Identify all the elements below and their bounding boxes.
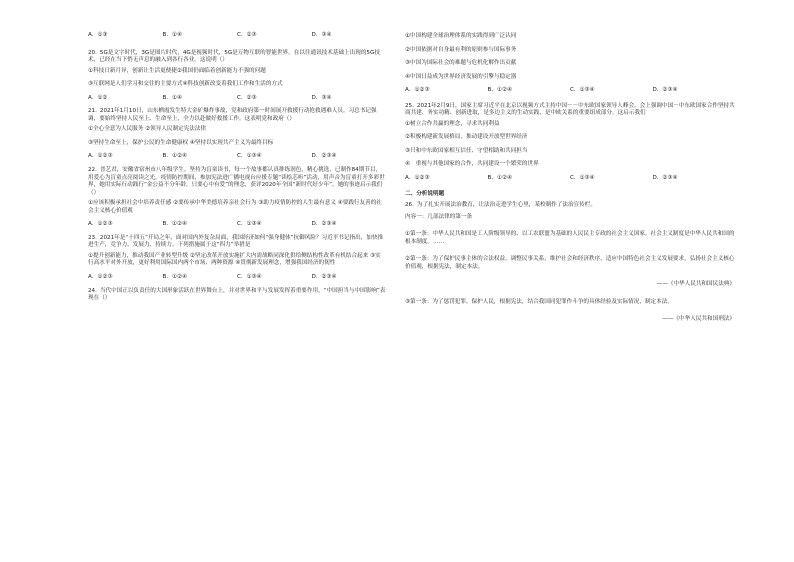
options bbox=[88, 95, 386, 103]
option-c[interactable]: C．①③④ bbox=[237, 274, 262, 281]
question-stem: 2021年1月10日，山东栖霞发生特大金矿爆炸事故，党和政府第一时间展开救援行动抢救遇难人员。习总书记强调，要始终坚持人民至上、生命至上，全力以赴做好救援工作。这表明党和政府（） bbox=[88, 108, 377, 122]
options bbox=[88, 153, 386, 161]
option-b[interactable]: B．①②④ bbox=[487, 87, 512, 94]
statement: ④中国日益成为世界经济发展的引擎与稳定器 bbox=[405, 73, 517, 80]
statement: ③坚持生命至上，保护公民的生命健康权 ④坚持以实现共产主义为最终目标 bbox=[88, 139, 274, 146]
statement: ③互联网是人们学习和交往的主要方式④科技创新改变着我们工作和生活的方式 bbox=[88, 81, 283, 88]
statement: ④ 重视与其他国家的合作，共同建设一个繁荣的世界 bbox=[405, 161, 539, 168]
law-source: ——《中华人民共和国刑法》 bbox=[662, 316, 735, 323]
option-d[interactable]: D．②③④ bbox=[652, 175, 678, 182]
option-d[interactable]: D．③④ bbox=[311, 94, 332, 101]
option-a[interactable]: A．①② bbox=[88, 94, 108, 101]
options bbox=[88, 274, 386, 282]
option-b[interactable]: B．①②④ bbox=[487, 175, 512, 182]
question-22 bbox=[88, 167, 386, 229]
option-c[interactable]: C．①③④ bbox=[237, 153, 262, 160]
option-c[interactable]: C．②③ bbox=[237, 32, 257, 38]
question-stem: 2021年是“十四五”开局之年，面对国内外复杂局面，我国经济如何“强身健体”抗御风险？习近平书记指出，加快推进生产，竞争力、发展力、持续力。下列措施属于这“四力”举措是 bbox=[88, 234, 384, 249]
option-b[interactable]: B．①②④ bbox=[162, 221, 187, 228]
option-b[interactable]: B．①④ bbox=[162, 32, 182, 38]
option-c[interactable]: C．②③ bbox=[237, 94, 257, 101]
options bbox=[405, 175, 735, 183]
law-clause: ③第一条：为了惩罚犯罪，保护人民，根据宪法，结合我国同犯罪作斗争的具体经验及实际情况，制定本法。 bbox=[405, 298, 673, 305]
question-stem: 晋艺君，安徽省宿州市八年级学生。坚持为盲童读书，每一个故事都认真排练润色，精心挑选，已制作84期节目，用爱心为盲童点亮阅读之光。疫情防控期间，参加宪法进广播电视台应援专题“读绘芯听”活动，用声音为盲童打开多彩世界，她用实际行动践行“金公益不分年龄，只要心中有爱”的理念，获评2020年全国“新时代好少年”。她的事迹启示我们（） bbox=[88, 167, 385, 196]
option-d[interactable]: D．③④ bbox=[311, 32, 332, 38]
option-a[interactable]: A．①②③ bbox=[405, 175, 430, 182]
option-c[interactable]: C．①③④ bbox=[570, 175, 595, 182]
option-d[interactable]: D．②③④ bbox=[652, 87, 678, 94]
statement: ①应该积极承担社会中培养责任感 ②要传承中华美德培养亲社会行为 ③助力疫情防控的人生最有意义 ④要践行友善的社会主义核心价值观 bbox=[88, 200, 382, 214]
question-number: 26. bbox=[405, 202, 414, 209]
option-b[interactable]: B．①②④ bbox=[162, 153, 187, 160]
statement: ②积极构建新发展格局，推动建设开放型世界经济 bbox=[405, 134, 528, 141]
question-number: 21. bbox=[88, 108, 97, 115]
question-number: 25. bbox=[405, 102, 414, 109]
q19-options bbox=[88, 32, 386, 40]
option-a[interactable]: A．①②③ bbox=[88, 274, 113, 281]
question-number: 22. bbox=[88, 167, 97, 174]
law-source: ——《中华人民共和国民法典》 bbox=[656, 281, 735, 288]
statement: ③中国为国际社会的难题与危机化解作出贡献 bbox=[405, 60, 517, 67]
statement: ①提升创新能力，推动我国产业转型升级 ②坚定改革开放实施扩大内需战略同深化供给侧结构性改革有机结合起来 ③实行高水平对外开放，更好利用国际国内两个市场、两种资源 ④贯彻新发展理念，增强我国经济的韧性 bbox=[88, 252, 381, 267]
option-a[interactable]: A．①②③ bbox=[88, 153, 113, 160]
question-number: 24. bbox=[88, 287, 97, 294]
question-20 bbox=[88, 50, 386, 103]
statement: ①科技日新月异，创新让生活更便捷②我国仍面临着创新能力不强的问题 bbox=[88, 67, 266, 74]
options bbox=[88, 221, 386, 229]
option-a[interactable]: A．①②③ bbox=[405, 87, 430, 94]
law-clause: ②第一条：为了保护民事主体的合法权益，调整民事关系，维护社会和经济秩序，适应中国特色社会主义发展要求，弘扬社会主义核心价值观，根据宪法，制定本法。 bbox=[405, 256, 735, 270]
law-clause: ①第一条：中华人民共和国是工人阶级领导的、以工农联盟为基础的人民民主专政的社会主义国家。社会主义制度是中华人民共和国的根本制度。…… bbox=[405, 231, 735, 245]
right-column bbox=[405, 30, 735, 334]
question-number: 20. bbox=[88, 49, 97, 56]
question-stem: 2021年2月9日，国家主席习近平在北京以视频方式主持中国－－中东欧国家领导人峰会。会上强调中国－中东欧国家合作坚持共商共建、务实功精、创新进取，是多边主义的生动实践，是中欧关系的重要组成部分。这启示我们 bbox=[405, 102, 735, 117]
q24-options bbox=[405, 87, 735, 95]
option-a[interactable]: A．①②③ bbox=[88, 221, 113, 228]
statement: ①树立合作共赢的理念，寻求共同利益 bbox=[405, 120, 500, 127]
question-24 bbox=[88, 288, 386, 303]
section-heading: 二、分析说明题 bbox=[405, 190, 445, 197]
question-stem: 5G是文字时代，3G是图片时代，4G是视频时代，5G是万物互联的智能世界。在以往通讯技术基础上出现的5G技术，已经在当下悄无声息的融入到各行各业。这说明（） bbox=[88, 49, 380, 64]
statement: ①中国构建全球治理体系的实践得到广泛认同 bbox=[405, 33, 517, 39]
question-23 bbox=[88, 235, 386, 282]
option-d[interactable]: D．②③④ bbox=[311, 153, 337, 160]
content-label: 内容一：几部法律的第一条 bbox=[405, 213, 473, 220]
option-a[interactable]: A．①③ bbox=[88, 32, 108, 38]
option-c[interactable]: C．①③④ bbox=[570, 87, 595, 94]
statement: ③只和中东欧国家相互信任、守望相助和共同担当 bbox=[405, 147, 528, 154]
question-25 bbox=[405, 103, 735, 183]
option-c[interactable]: C．①③④ bbox=[237, 221, 262, 228]
option-b[interactable]: B．①④ bbox=[162, 94, 182, 101]
option-b[interactable]: B．①②④ bbox=[162, 274, 187, 281]
question-number: 23. bbox=[88, 234, 97, 241]
option-d[interactable]: D．②③④ bbox=[311, 221, 337, 228]
statement: ②中国依据对自身最有利的原则参与国际事务 bbox=[405, 46, 517, 53]
question-21 bbox=[88, 108, 386, 161]
question-26 bbox=[405, 202, 735, 324]
left-column bbox=[88, 30, 386, 309]
statement: ①全心全意为人民服务 ②领导人民制定宪法法律 bbox=[88, 126, 207, 133]
question-stem: 为了扎实开展法治教育，让法治走进学生心里，某校制作了法治宣传栏。 bbox=[416, 202, 596, 209]
question-stem: 当代中国正以负责任的大国形象活跃在世界舞台上，并对世界和平与发展发挥着重要作用，“中国担当与中国影响”表现在（） bbox=[88, 287, 386, 302]
option-d[interactable]: D．②③④ bbox=[311, 274, 337, 281]
